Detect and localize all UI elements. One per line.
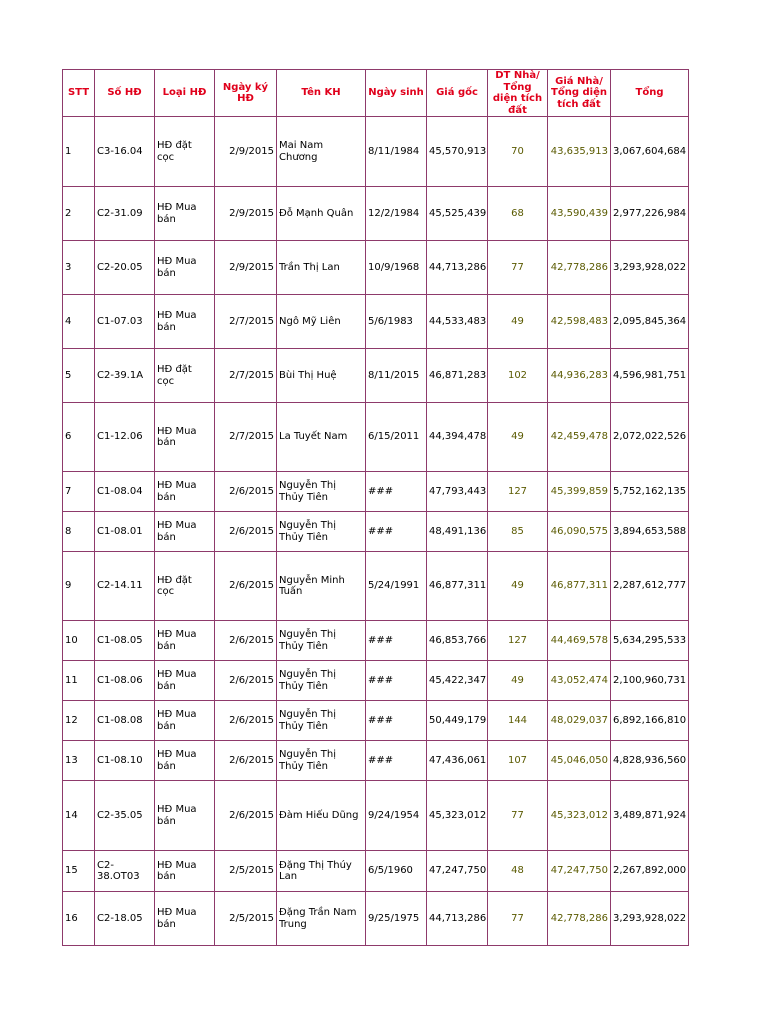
row-contract-type: HĐ Mua bán — [155, 403, 215, 472]
row-unit-price: 47,247,750 — [548, 851, 611, 892]
row-area: 49 — [488, 661, 548, 701]
row-unit-price: 42,778,286 — [548, 241, 611, 295]
row-base-price: 46,871,283 — [427, 349, 488, 403]
row-contract-type: HĐ Mua bán — [155, 241, 215, 295]
row-sign-date: 2/5/2015 — [215, 892, 277, 946]
row-area: 49 — [488, 403, 548, 472]
row-stt: 15 — [63, 851, 95, 892]
row-contract-type: HĐ Mua bán — [155, 512, 215, 552]
row-total: 2,287,612,777 — [611, 552, 689, 621]
header-contract-type: Loại HĐ — [155, 70, 215, 117]
row-birth-date: 5/24/1991 — [366, 552, 427, 621]
row-birth-date: 5/6/1983 — [366, 295, 427, 349]
row-base-price: 46,877,311 — [427, 552, 488, 621]
row-unit-price: 42,459,478 — [548, 403, 611, 472]
row-customer-name: La Tuyết Nam — [277, 403, 366, 472]
header-customer-name: Tên KH — [277, 70, 366, 117]
table-row — [63, 661, 689, 701]
row-birth-date: ### — [366, 621, 427, 661]
row-base-price: 50,449,179 — [427, 701, 488, 741]
row-stt: 2 — [63, 187, 95, 241]
row-stt: 8 — [63, 512, 95, 552]
row-stt: 10 — [63, 621, 95, 661]
row-unit-price: 44,936,283 — [548, 349, 611, 403]
row-customer-name: Nguyễn Thị Thủy Tiên — [277, 621, 366, 661]
table-row — [63, 403, 689, 472]
row-total: 5,634,295,533 — [611, 621, 689, 661]
row-area: 127 — [488, 472, 548, 512]
row-customer-name: Đỗ Mạnh Quân — [277, 187, 366, 241]
header-sign-date: Ngày ký HĐ — [215, 70, 277, 117]
row-customer-name: Nguyễn Thị Thủy Tiên — [277, 661, 366, 701]
row-sign-date: 2/6/2015 — [215, 621, 277, 661]
row-sign-date: 2/9/2015 — [215, 241, 277, 295]
table-row — [63, 741, 689, 781]
row-total: 6,892,166,810 — [611, 701, 689, 741]
row-customer-name: Nguyễn Thị Thủy Tiên — [277, 701, 366, 741]
header-total: Tổng — [611, 70, 689, 117]
row-contract-type: HĐ Mua bán — [155, 187, 215, 241]
row-contract-no: C2-20.05 — [95, 241, 155, 295]
row-sign-date: 2/6/2015 — [215, 552, 277, 621]
row-stt: 14 — [63, 781, 95, 851]
table-row — [63, 781, 689, 851]
row-stt: 12 — [63, 701, 95, 741]
row-contract-no: C1-08.04 — [95, 472, 155, 512]
row-customer-name: Nguyễn Thị Thủy Tiên — [277, 472, 366, 512]
row-customer-name: Ngô Mỹ Liên — [277, 295, 366, 349]
row-contract-type: HĐ Mua bán — [155, 472, 215, 512]
row-contract-no: C2-18.05 — [95, 892, 155, 946]
header-contract-no: Số HĐ — [95, 70, 155, 117]
row-birth-date: 9/25/1975 — [366, 892, 427, 946]
table-row — [63, 472, 689, 512]
row-area: 70 — [488, 117, 548, 187]
row-unit-price: 44,469,578 — [548, 621, 611, 661]
row-area: 77 — [488, 892, 548, 946]
row-area: 102 — [488, 349, 548, 403]
row-sign-date: 2/5/2015 — [215, 851, 277, 892]
row-birth-date: 8/11/2015 — [366, 349, 427, 403]
table-row — [63, 621, 689, 661]
row-customer-name: Mai Nam Chương — [277, 117, 366, 187]
row-customer-name: Đặng Thị Thúy Lan — [277, 851, 366, 892]
row-base-price: 45,525,439 — [427, 187, 488, 241]
row-customer-name: Nguyễn Minh Tuấn — [277, 552, 366, 621]
row-area: 127 — [488, 621, 548, 661]
row-customer-name: Nguyễn Thị Thủy Tiên — [277, 741, 366, 781]
table-row — [63, 349, 689, 403]
row-base-price: 47,247,750 — [427, 851, 488, 892]
row-base-price: 48,491,136 — [427, 512, 488, 552]
row-total: 4,828,936,560 — [611, 741, 689, 781]
row-total: 4,596,981,751 — [611, 349, 689, 403]
row-customer-name: Đặng Trần Nam Trung — [277, 892, 366, 946]
row-base-price: 45,323,012 — [427, 781, 488, 851]
row-sign-date: 2/6/2015 — [215, 512, 277, 552]
row-stt: 5 — [63, 349, 95, 403]
row-base-price: 45,422,347 — [427, 661, 488, 701]
row-sign-date: 2/9/2015 — [215, 187, 277, 241]
row-total: 3,489,871,924 — [611, 781, 689, 851]
row-contract-no: C2-31.09 — [95, 187, 155, 241]
row-total: 3,894,653,588 — [611, 512, 689, 552]
row-area: 68 — [488, 187, 548, 241]
row-contract-no: C2-38.OT03 — [95, 851, 155, 892]
row-unit-price: 46,090,575 — [548, 512, 611, 552]
row-birth-date: 6/5/1960 — [366, 851, 427, 892]
row-customer-name: Trần Thị Lan — [277, 241, 366, 295]
row-contract-type: HĐ Mua bán — [155, 661, 215, 701]
row-base-price: 44,394,478 — [427, 403, 488, 472]
row-unit-price: 42,778,286 — [548, 892, 611, 946]
row-contract-no: C2-14.11 — [95, 552, 155, 621]
table-row — [63, 241, 689, 295]
row-sign-date: 2/6/2015 — [215, 661, 277, 701]
row-sign-date: 2/7/2015 — [215, 349, 277, 403]
row-total: 2,267,892,000 — [611, 851, 689, 892]
row-total: 5,752,162,135 — [611, 472, 689, 512]
row-sign-date: 2/6/2015 — [215, 741, 277, 781]
table-row — [63, 851, 689, 892]
row-area: 107 — [488, 741, 548, 781]
row-total: 3,067,604,684 — [611, 117, 689, 187]
row-base-price: 47,793,443 — [427, 472, 488, 512]
row-area: 85 — [488, 512, 548, 552]
row-birth-date: ### — [366, 701, 427, 741]
row-contract-type: HĐ đặt cọc — [155, 117, 215, 187]
row-unit-price: 45,046,050 — [548, 741, 611, 781]
row-birth-date: 10/9/1968 — [366, 241, 427, 295]
row-contract-type: HĐ Mua bán — [155, 621, 215, 661]
header-area: DT Nhà/ Tổng diện tích đất — [488, 70, 548, 117]
row-area: 77 — [488, 781, 548, 851]
row-base-price: 47,436,061 — [427, 741, 488, 781]
row-contract-type: HĐ Mua bán — [155, 295, 215, 349]
row-base-price: 44,713,286 — [427, 892, 488, 946]
row-unit-price: 43,590,439 — [548, 187, 611, 241]
row-unit-price: 46,877,311 — [548, 552, 611, 621]
table-row — [63, 295, 689, 349]
row-contract-no: C2-35.05 — [95, 781, 155, 851]
row-contract-type: HĐ đặt cọc — [155, 552, 215, 621]
row-contract-no: C1-07.03 — [95, 295, 155, 349]
row-area: 48 — [488, 851, 548, 892]
row-birth-date: 9/24/1954 — [366, 781, 427, 851]
table-row — [63, 187, 689, 241]
row-unit-price: 43,052,474 — [548, 661, 611, 701]
row-sign-date: 2/6/2015 — [215, 701, 277, 741]
row-birth-date: ### — [366, 661, 427, 701]
row-contract-type: HĐ Mua bán — [155, 892, 215, 946]
row-contract-no: C1-08.05 — [95, 621, 155, 661]
header-unit-price: Giá Nhà/ Tổng diện tích đất — [548, 70, 611, 117]
row-customer-name: Đàm Hiếu Dũng — [277, 781, 366, 851]
row-customer-name: Bùi Thị Huệ — [277, 349, 366, 403]
header-row — [63, 70, 689, 117]
row-birth-date: ### — [366, 741, 427, 781]
row-stt: 7 — [63, 472, 95, 512]
row-stt: 4 — [63, 295, 95, 349]
row-stt: 9 — [63, 552, 95, 621]
row-area: 49 — [488, 295, 548, 349]
row-sign-date: 2/6/2015 — [215, 781, 277, 851]
row-stt: 3 — [63, 241, 95, 295]
row-total: 3,293,928,022 — [611, 241, 689, 295]
row-birth-date: 8/11/1984 — [366, 117, 427, 187]
row-base-price: 45,570,913 — [427, 117, 488, 187]
row-contract-no: C1-12.06 — [95, 403, 155, 472]
row-contract-type: HĐ Mua bán — [155, 701, 215, 741]
row-total: 2,977,226,984 — [611, 187, 689, 241]
row-contract-no: C1-08.10 — [95, 741, 155, 781]
row-stt: 11 — [63, 661, 95, 701]
row-contract-no: C1-08.01 — [95, 512, 155, 552]
row-area: 144 — [488, 701, 548, 741]
header-base-price: Giá gốc — [427, 70, 488, 117]
row-total: 2,100,960,731 — [611, 661, 689, 701]
row-base-price: 46,853,766 — [427, 621, 488, 661]
row-total: 2,095,845,364 — [611, 295, 689, 349]
row-base-price: 44,533,483 — [427, 295, 488, 349]
row-contract-type: HĐ Mua bán — [155, 851, 215, 892]
row-contract-no: C1-08.08 — [95, 701, 155, 741]
row-base-price: 44,713,286 — [427, 241, 488, 295]
row-sign-date: 2/7/2015 — [215, 295, 277, 349]
table-row — [63, 701, 689, 741]
table-row — [63, 552, 689, 621]
row-unit-price: 42,598,483 — [548, 295, 611, 349]
row-sign-date: 2/9/2015 — [215, 117, 277, 187]
row-unit-price: 45,323,012 — [548, 781, 611, 851]
row-unit-price: 48,029,037 — [548, 701, 611, 741]
row-contract-type: HĐ đặt cọc — [155, 349, 215, 403]
row-sign-date: 2/6/2015 — [215, 472, 277, 512]
table-row — [63, 512, 689, 552]
row-birth-date: ### — [366, 512, 427, 552]
row-stt: 6 — [63, 403, 95, 472]
row-customer-name: Nguyễn Thị Thủy Tiên — [277, 512, 366, 552]
row-sign-date: 2/7/2015 — [215, 403, 277, 472]
row-birth-date: 12/2/1984 — [366, 187, 427, 241]
row-contract-no: C2-39.1A — [95, 349, 155, 403]
table-row — [63, 117, 689, 187]
row-contract-type: HĐ Mua bán — [155, 781, 215, 851]
row-total: 2,072,022,526 — [611, 403, 689, 472]
row-birth-date: ### — [366, 472, 427, 512]
row-area: 49 — [488, 552, 548, 621]
row-unit-price: 43,635,913 — [548, 117, 611, 187]
row-stt: 16 — [63, 892, 95, 946]
contracts-table — [62, 69, 689, 946]
row-total: 3,293,928,022 — [611, 892, 689, 946]
row-contract-no: C3-16.04 — [95, 117, 155, 187]
row-birth-date: 6/15/2011 — [366, 403, 427, 472]
row-stt: 1 — [63, 117, 95, 187]
row-unit-price: 45,399,859 — [548, 472, 611, 512]
row-stt: 13 — [63, 741, 95, 781]
header-stt: STT — [63, 70, 95, 117]
header-birth-date: Ngày sinh — [366, 70, 427, 117]
table-row — [63, 892, 689, 946]
row-contract-no: C1-08.06 — [95, 661, 155, 701]
row-contract-type: HĐ Mua bán — [155, 741, 215, 781]
row-area: 77 — [488, 241, 548, 295]
